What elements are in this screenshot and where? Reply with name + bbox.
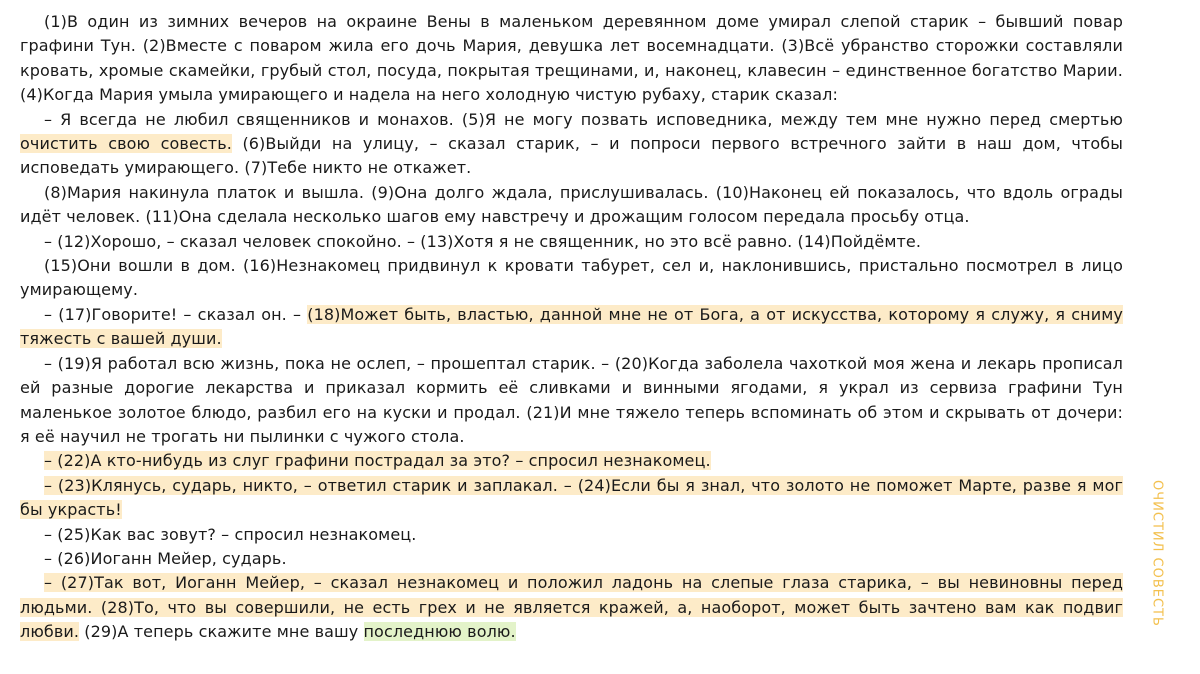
highlighted-text: – (27)Так вот, Иоганн Мейер, – сказал незнакомец и положил ладонь на слепые глаза старика, – вы невиновны перед людьми. (28)То, что вы совершили, не есть грех и не является кражей, а, наоборот, может быть зачтено вам как подвиг любви. (20, 573, 1123, 642)
text-segment: – (12)Хорошо, – сказал человек спокойно. – (13)Хотя я не священник, но это всё равно. (14)Пойдёмте. (44, 231, 922, 251)
text-segment: (8)Мария накинула платок и вышла. (9)Она долго ждала, прислушивалась. (10)Наконец ей показалось, что вдоль ограды идёт человек. (11)Она сделала несколько шагов ему навстречу и дрожащим голосом передала просьбу отца. (20, 182, 1123, 227)
text-segment: (15)Они вошли в дом. (16)Незнакомец придвинул к кровати табурет, сел и, наклонившись, пристально посмотрел в лицо умирающему. (20, 256, 1123, 300)
paragraph (20, 230, 1123, 254)
paragraph (20, 254, 1123, 303)
side-annotation (1142, 473, 1172, 633)
text-segment: – (19)Я работал всю жизнь, пока не ослеп, – прошептал старик. – (20)Когда заболела чахоткой моя жена и лекарь прописал ей разные дорогие лекарства и приказал кормить её сливками и винными ягодами, я украл из сервиза графини Тун маленькое золотое блюдо, разбил его на куски и продал. (21)И мне тяжело теперь вспоминать об этом и скрывать от дочери: я её научил не трогать ни пылинки с чужого стола. (20, 353, 1123, 446)
text-segment: (29)А теперь скажите мне вашу (79, 622, 364, 642)
highlighted-text: очистить свою совесть. (20, 134, 232, 154)
text-segment: – Я всегда не любил священников и монахов. (5)Я не могу позвать исповедника, между тем мне нужно перед смертью (44, 109, 1123, 129)
story-text (20, 10, 1123, 645)
highlighted-text: – (22)А кто-нибудь из слуг графини пострадал за это? – спросил незнакомец. (44, 451, 711, 471)
side-annotation-label: ОЧИСТИЛ СОВЕСТЬ (1149, 479, 1165, 627)
paragraph (20, 108, 1123, 181)
paragraph (20, 10, 1123, 108)
paragraph (20, 547, 1123, 571)
text-segment: (1)В один из зимних вечеров на окраине Вены в маленьком деревянном доме умирал слепой старик – бывший повар графини Тун. (2)Вместе с поваром жила его дочь Мария, девушка лет восемнадцати. (3)Всё убранство сторожки составляли кровать, хромые скамейки, грубый стол, посуда, покрытая трещинами, и, наконец, клавесин – единственное богатство Марии. (4)Когда Мария умыла умирающего и надела на него холодную чистую рубаху, старик сказал: (20, 12, 1123, 105)
paragraph (20, 303, 1123, 352)
text-segment: – (17)Говорите! – сказал он. – (44, 304, 308, 324)
highlighted-text: последнюю волю. (363, 622, 516, 642)
highlighted-text: (18)Может быть, властью, данной мне не от Бога, а от искусства, которому я служу, я сниму тяжесть с вашей души. (20, 304, 1123, 349)
text-segment: – (25)Как вас зовут? – спросил незнакомец. (44, 524, 417, 544)
paragraph (20, 571, 1123, 644)
paragraph (20, 474, 1123, 523)
paragraph (20, 352, 1123, 450)
paragraph (20, 523, 1123, 547)
text-segment: (6)Выйди на улицу, – сказал старик, – и попроси первого встречного зайти в наш дом, чтобы исповедать умирающего. (7)Тебе никто не откажет. (20, 134, 1123, 178)
paragraph (20, 181, 1123, 230)
paragraph (20, 449, 1123, 473)
text-segment: – (26)Иоганн Мейер, сударь. (44, 548, 287, 568)
highlighted-text: – (23)Клянусь, сударь, никто, – ответил старик и заплакал. – (24)Если бы я знал, что золото не поможет Марте, разве я мог бы украсть! (20, 475, 1123, 520)
